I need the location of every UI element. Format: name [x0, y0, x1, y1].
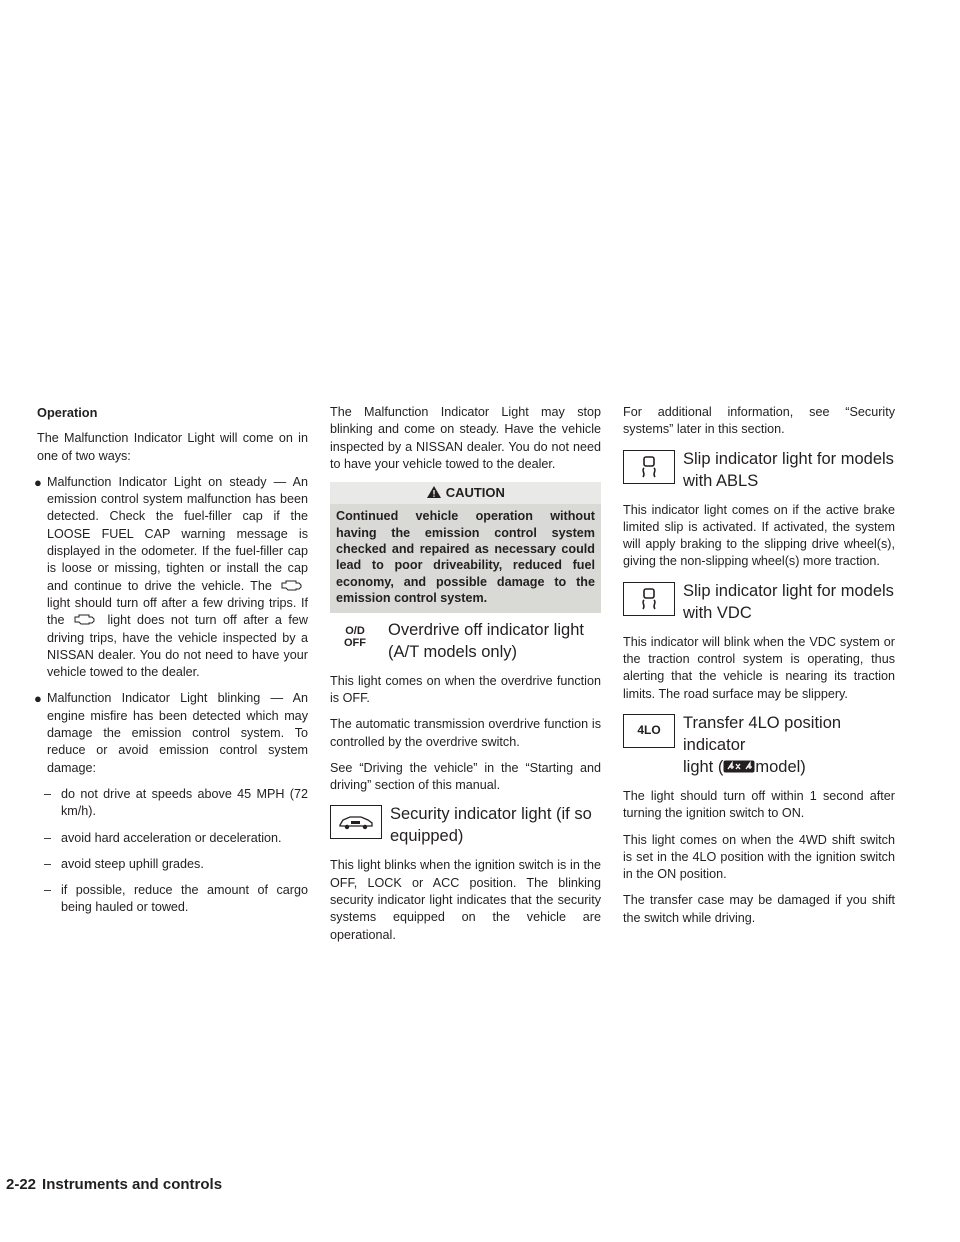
od-paragraph-2: The automatic transmission overdrive function is controlled by the overdrive switch.: [330, 717, 601, 749]
dash-item: – avoid hard acceleration or deceleration.: [44, 830, 282, 845]
4lo-paragraph-2: This light comes on when the 4WD shift switch is set in the 4LO position with the ignition switch in the ON position.: [623, 832, 895, 882]
caution-box: [330, 482, 601, 612]
section-title-vdc: Slip indicator light for models with VDC: [683, 581, 894, 622]
slip-indicator-icon: [623, 450, 675, 484]
section-slip-abls: [623, 448, 895, 492]
section-security: [330, 803, 601, 847]
security-ref-paragraph: For additional information, see “Security systems” later in this section.: [623, 405, 895, 437]
4lo-paragraph-1: The light should turn off within 1 second after turning the ignition switch to ON.: [623, 788, 895, 821]
dash-item: – avoid steep uphill grades.: [44, 856, 204, 871]
dash-item: – if possible, reduce the amount of cargo being hauled or towed.: [44, 883, 308, 915]
od-off-icon: O/D OFF: [344, 624, 366, 649]
warning-triangle-icon: [426, 485, 442, 499]
bullet-steady-text-c: light does not turn off after a few driving trips, have the vehicle inspected by a NISSAN dealer. You do not need to have your vehicle towed to the dealer.: [47, 613, 309, 680]
bullet-blinking-text: Malfunction Indicator Light blinking — An engine misfire has been detected which may damage the emission control system. To reduce or avoid emission control system damage:: [47, 691, 308, 775]
section-title-security: Security indicator light (if so equipped): [390, 805, 592, 846]
intro-paragraph: The Malfunction Indicator Light will come on in one of two ways:: [37, 431, 308, 463]
section-title-abls: Slip indicator light for models with ABLS: [683, 449, 894, 490]
security-car-icon: [330, 805, 382, 839]
column-left: [34, 404, 309, 926]
abls-paragraph: This indicator light comes on if the active brake limited slip is activated. If activated, the system will apply braking to the slipping drive wheel(s), giving the non-slipping wheel(s) more traction.: [623, 502, 895, 569]
check-engine-icon: [278, 579, 308, 592]
caution-text: Continued vehicle operation without having the emission control system checked and repaired as necessary could lead to poor driveability, reduced fuel economy, and possible damage to the emission control system.: [336, 509, 595, 606]
section-transfer-4lo: [623, 712, 895, 778]
security-paragraph: This light blinks when the ignition switch is in the OFF, LOCK or ACC position. The blinking security indicator light indicates that the security systems equipped on the vehicle are operational.: [330, 858, 601, 942]
check-engine-icon: [71, 613, 101, 626]
slip-indicator-icon: [623, 582, 675, 616]
mil-blink-paragraph: The Malfunction Indicator Light may stop blinking and come on steady. Have the vehicle inspected by a NISSAN dealer. You do not need to have your vehicle towed to the dealer.: [330, 405, 601, 471]
bullet-steady: [34, 474, 309, 682]
column-right: [623, 404, 895, 936]
page-footer: [6, 1176, 222, 1193]
bullet-icon: ●: [34, 691, 42, 707]
4x4-badge-icon: [723, 760, 755, 773]
od-paragraph-3: See “Driving the vehicle” in the “Starting and driving” section of this manual.: [330, 760, 601, 793]
dash-item: – do not drive at speeds above 45 MPH (72 km/h).: [44, 786, 308, 819]
bullet-icon: ●: [34, 474, 42, 490]
bullet-steady-text-a: Malfunction Indicator Light on steady — An emission control system malfunction has been detected. Check the fuel-filler cap if the LOOSE FUEL CAP warning message is displayed in the odometer. If the fuel-filler cap is loose or missing, tighten or install the cap and continue to drive the vehicle. The: [47, 474, 308, 593]
section-title-4lo: Transfer 4LO position indicator light ( model): [683, 713, 842, 776]
caution-header: [330, 482, 601, 504]
od-paragraph-1: This light comes on when the overdrive function is OFF.: [330, 673, 601, 705]
section-overdrive: [330, 619, 601, 663]
page-number: 2-22: [6, 1176, 37, 1193]
4lo-indicator-icon: 4LO: [623, 714, 675, 748]
bullet-steady-text-b: light should turn off after a few driving trips. If the: [47, 595, 308, 628]
column-middle: [330, 404, 601, 953]
section-name: Instruments and controls: [42, 1176, 223, 1193]
caution-label: CAUTION: [445, 485, 505, 501]
vdc-paragraph: This indicator will blink when the VDC system or the traction control system is operating, thus alerting that the vehicle is nearing its traction limits. The road surface may be slippery.: [623, 634, 895, 701]
section-title-overdrive: Overdrive off indicator light (A/T models only): [388, 620, 584, 661]
section-slip-vdc: [623, 580, 895, 624]
section-heading-operation: Operation: [37, 405, 98, 420]
4lo-paragraph-3: The transfer case may be damaged if you shift the switch while driving.: [623, 893, 895, 925]
bullet-blinking: [34, 690, 308, 776]
